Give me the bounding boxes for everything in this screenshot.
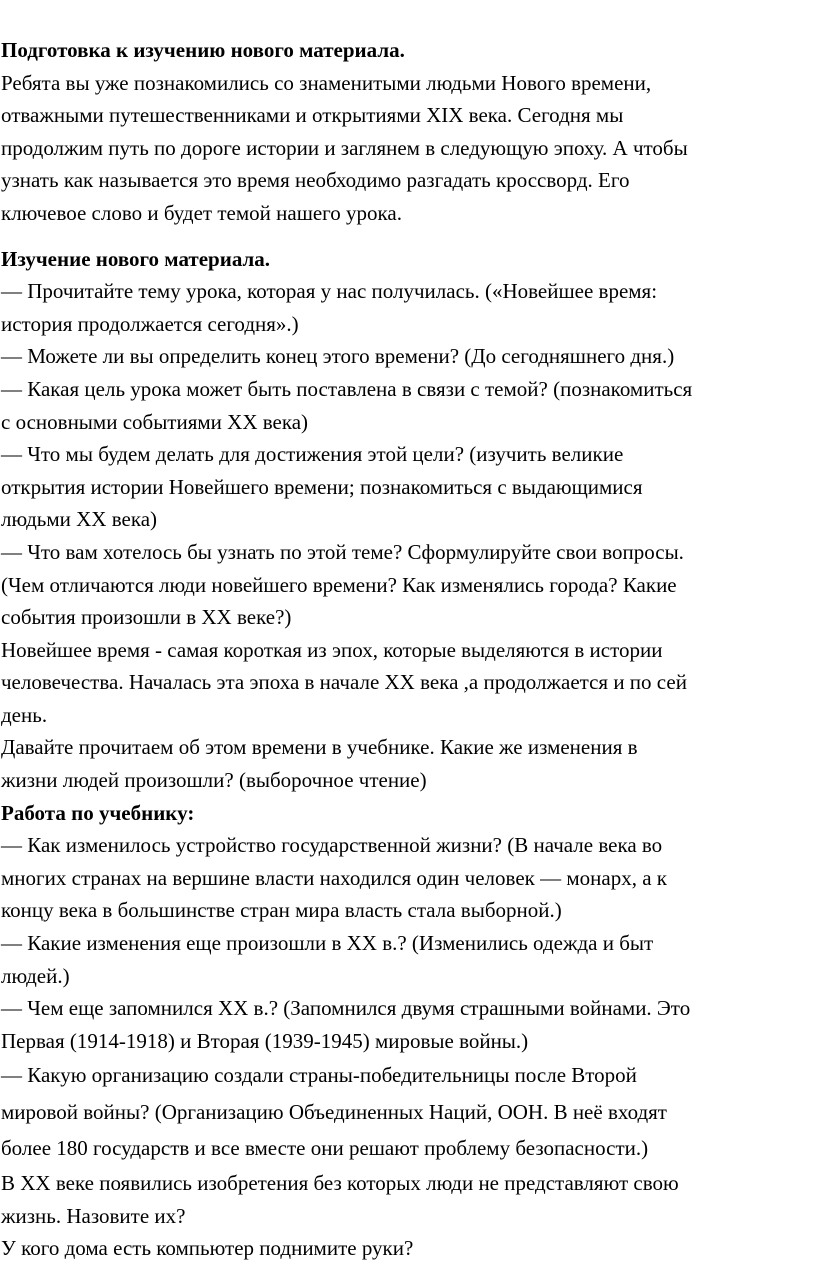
paragraph-line: (Чем отличаются люди новейшего времени? Как изменялись города? Какие bbox=[1, 572, 677, 597]
paragraph-line: жизни людей произошли? (выборочное чтение) bbox=[1, 768, 427, 793]
paragraph-line: день. bbox=[1, 702, 48, 727]
paragraph-line: — Какую организацию создали страны-победительницы после Второй bbox=[1, 1063, 637, 1088]
paragraph-line: узнать как называется это время необходимо разгадать кроссворд. Его bbox=[1, 168, 630, 193]
paragraph-line: Первая (1914-1918) и Вторая (1939-1945) мировые войны.) bbox=[1, 1028, 529, 1053]
document-page bbox=[0, 34, 812, 1265]
paragraph-line: история продолжается сегодня».) bbox=[1, 311, 299, 336]
paragraph-line: жизнь. Назовите их? bbox=[1, 1203, 186, 1228]
paragraph-line: людьми XX века) bbox=[1, 507, 158, 532]
section-heading-preparation: Подготовка к изучению нового материала. bbox=[1, 38, 405, 62]
section-heading-textbook-work: Работа по учебнику: bbox=[1, 800, 195, 825]
section-heading-new-material: Изучение нового материала. bbox=[1, 246, 271, 271]
paragraph-line: людей.) bbox=[1, 963, 70, 988]
paragraph-line: — Что мы будем делать для достижения этой цели? (изучить великие bbox=[1, 442, 624, 467]
paragraph-line: более 180 государств и все вместе они решают проблему безопасности.) bbox=[1, 1136, 649, 1161]
paragraph-line: — Как изменилось устройство государственной жизни? (В начале века во bbox=[1, 833, 663, 858]
paragraph-line: — Можете ли вы определить конец этого времени? (До сегодняшнего дня.) bbox=[1, 344, 675, 369]
paragraph-gap bbox=[0, 230, 812, 243]
paragraph-line: — Какие изменения еще произошли в XX в.? (Изменились одежда и быт bbox=[1, 931, 654, 956]
paragraph-line: с основными событиями XX века) bbox=[1, 409, 309, 434]
paragraph-line: продолжим путь по дороге истории и заглянем в следующую эпоху. А чтобы bbox=[1, 135, 688, 160]
paragraph-line: — Что вам хотелось бы узнать по этой теме? Сформулируйте свои вопросы. bbox=[1, 539, 684, 564]
paragraph-line: многих странах на вершине власти находился один человек — монарх, а к bbox=[1, 865, 667, 890]
paragraph-line: — Прочитайте тему урока, которая у нас получилась. («Новейшее время: bbox=[1, 279, 658, 304]
paragraph-line: открытия истории Новейшего времени; познакомиться с выдающимися bbox=[1, 474, 643, 499]
paragraph-line: ключевое слово и будет темой нашего урока. bbox=[1, 200, 402, 225]
paragraph-line: — Какая цель урока может быть поставлена в связи с темой? (познакомиться bbox=[1, 376, 693, 401]
paragraph-line: У кого дома есть компьютер поднимите руки? bbox=[1, 1236, 414, 1261]
paragraph-line: отважными путешественниками и открытиями XIX века. Сегодня мы bbox=[1, 103, 624, 128]
paragraph-line: Ребята вы уже познакомились со знаменитыми людьми Нового времени, bbox=[1, 70, 652, 95]
paragraph-line: мировой войны? (Организацию Объединенных Наций, ООН. В неё входят bbox=[1, 1099, 667, 1124]
paragraph-line: Давайте прочитаем об этом времени в учебнике. Какие же изменения в bbox=[1, 735, 638, 760]
paragraph-line: — Чем еще запомнился XX в.? (Запомнился двумя страшными войнами. Это bbox=[1, 996, 691, 1021]
paragraph-line: Новейшее время - самая короткая из эпох, которые выделяются в истории bbox=[1, 637, 663, 662]
paragraph-line: события произошли в XX веке?) bbox=[1, 605, 292, 630]
paragraph-line: человечества. Началась эта эпоха в начале XX века ,а продолжается и по сей bbox=[1, 670, 687, 695]
paragraph-line: концу века в большинстве стран мира власть стала выборной.) bbox=[1, 898, 562, 923]
paragraph-line: В XX веке появились изобретения без которых люди не представляют свою bbox=[1, 1170, 679, 1195]
